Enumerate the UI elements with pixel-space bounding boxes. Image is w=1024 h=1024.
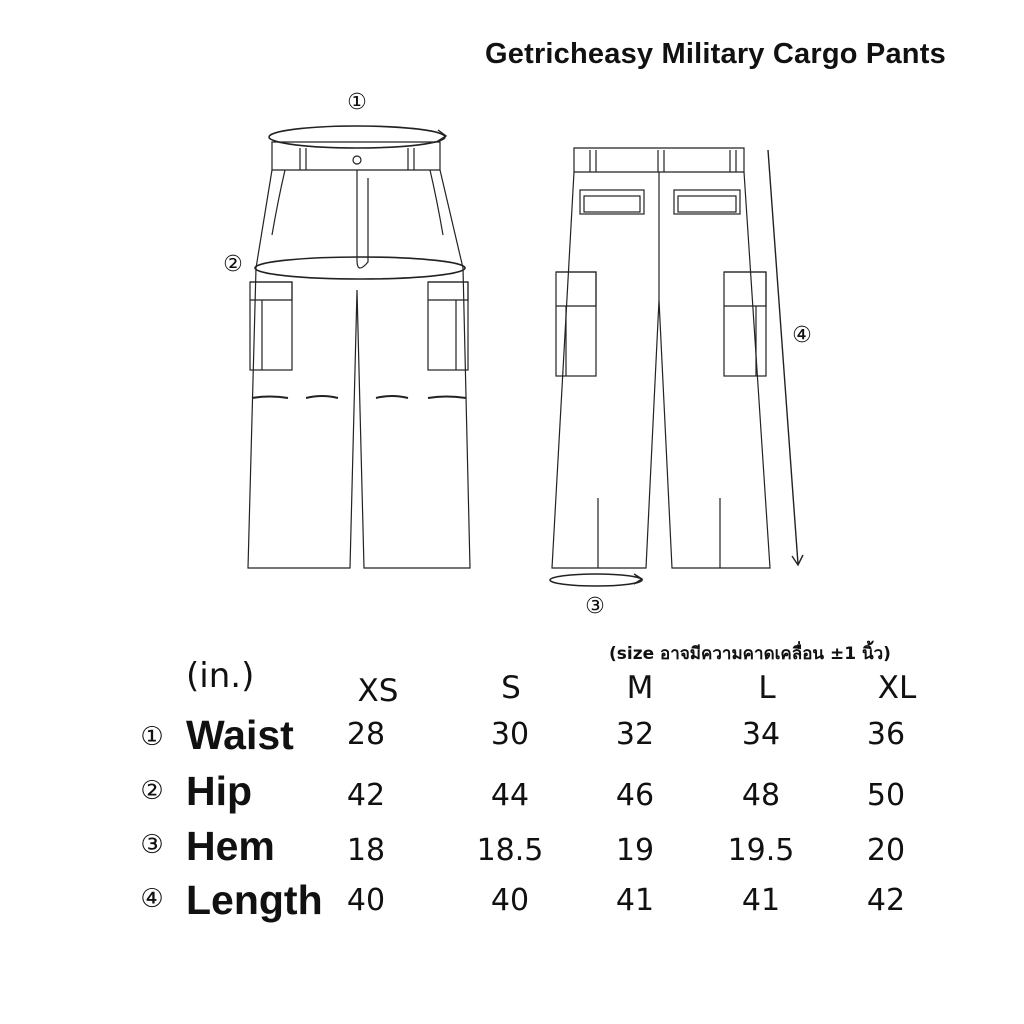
row-label-waist: Waist [186, 712, 294, 758]
back-view-drawing [550, 148, 803, 586]
row-label-hem: Hem [186, 823, 275, 869]
cell-length-xs: 40 [346, 883, 386, 918]
cell-hem-s: 18.5 [476, 833, 544, 868]
marker-waist: ① [347, 90, 367, 115]
cell-hip-xs: 42 [346, 778, 386, 813]
size-header-l: L [758, 670, 776, 706]
cell-waist-m: 32 [615, 717, 655, 752]
marker-hip: ② [223, 252, 243, 277]
cell-hem-l: 19.5 [727, 833, 795, 868]
size-header-s: S [501, 670, 521, 706]
size-tolerance-note: (size อาจมีความคาดเคลื่อน ±1 นิ้ว) [609, 644, 891, 664]
cell-length-m: 41 [615, 883, 655, 918]
size-header-m: M [626, 670, 654, 706]
cell-waist-xl: 36 [866, 717, 906, 752]
row-label-length: Length [186, 877, 323, 923]
page-title: Getricheasy Military Cargo Pants [485, 38, 946, 70]
row-label-hip: Hip [186, 768, 253, 814]
size-header-xl: XL [877, 670, 917, 706]
size-header-xs: XS [357, 673, 399, 709]
cell-waist-s: 30 [490, 717, 530, 752]
cell-hip-xl: 50 [866, 778, 906, 813]
cell-hip-l: 48 [741, 778, 781, 813]
front-view-drawing [248, 126, 470, 568]
cell-waist-l: 34 [741, 717, 781, 752]
cell-hem-xl: 20 [866, 833, 906, 868]
cell-waist-xs: 28 [346, 717, 386, 752]
row-marker-length: ④ [140, 884, 164, 914]
cell-length-l: 41 [741, 883, 781, 918]
marker-length: ④ [792, 323, 812, 348]
marker-hem: ③ [585, 594, 605, 619]
row-marker-waist: ① [140, 722, 164, 752]
row-marker-hem: ③ [140, 830, 164, 860]
cell-hip-s: 44 [490, 778, 530, 813]
unit-label: (in.) [186, 656, 255, 696]
cell-length-xl: 42 [866, 883, 906, 918]
cell-length-s: 40 [490, 883, 530, 918]
cell-hem-xs: 18 [346, 833, 386, 868]
cell-hip-m: 46 [615, 778, 655, 813]
row-marker-hip: ② [140, 776, 164, 806]
cell-hem-m: 19 [615, 833, 655, 868]
